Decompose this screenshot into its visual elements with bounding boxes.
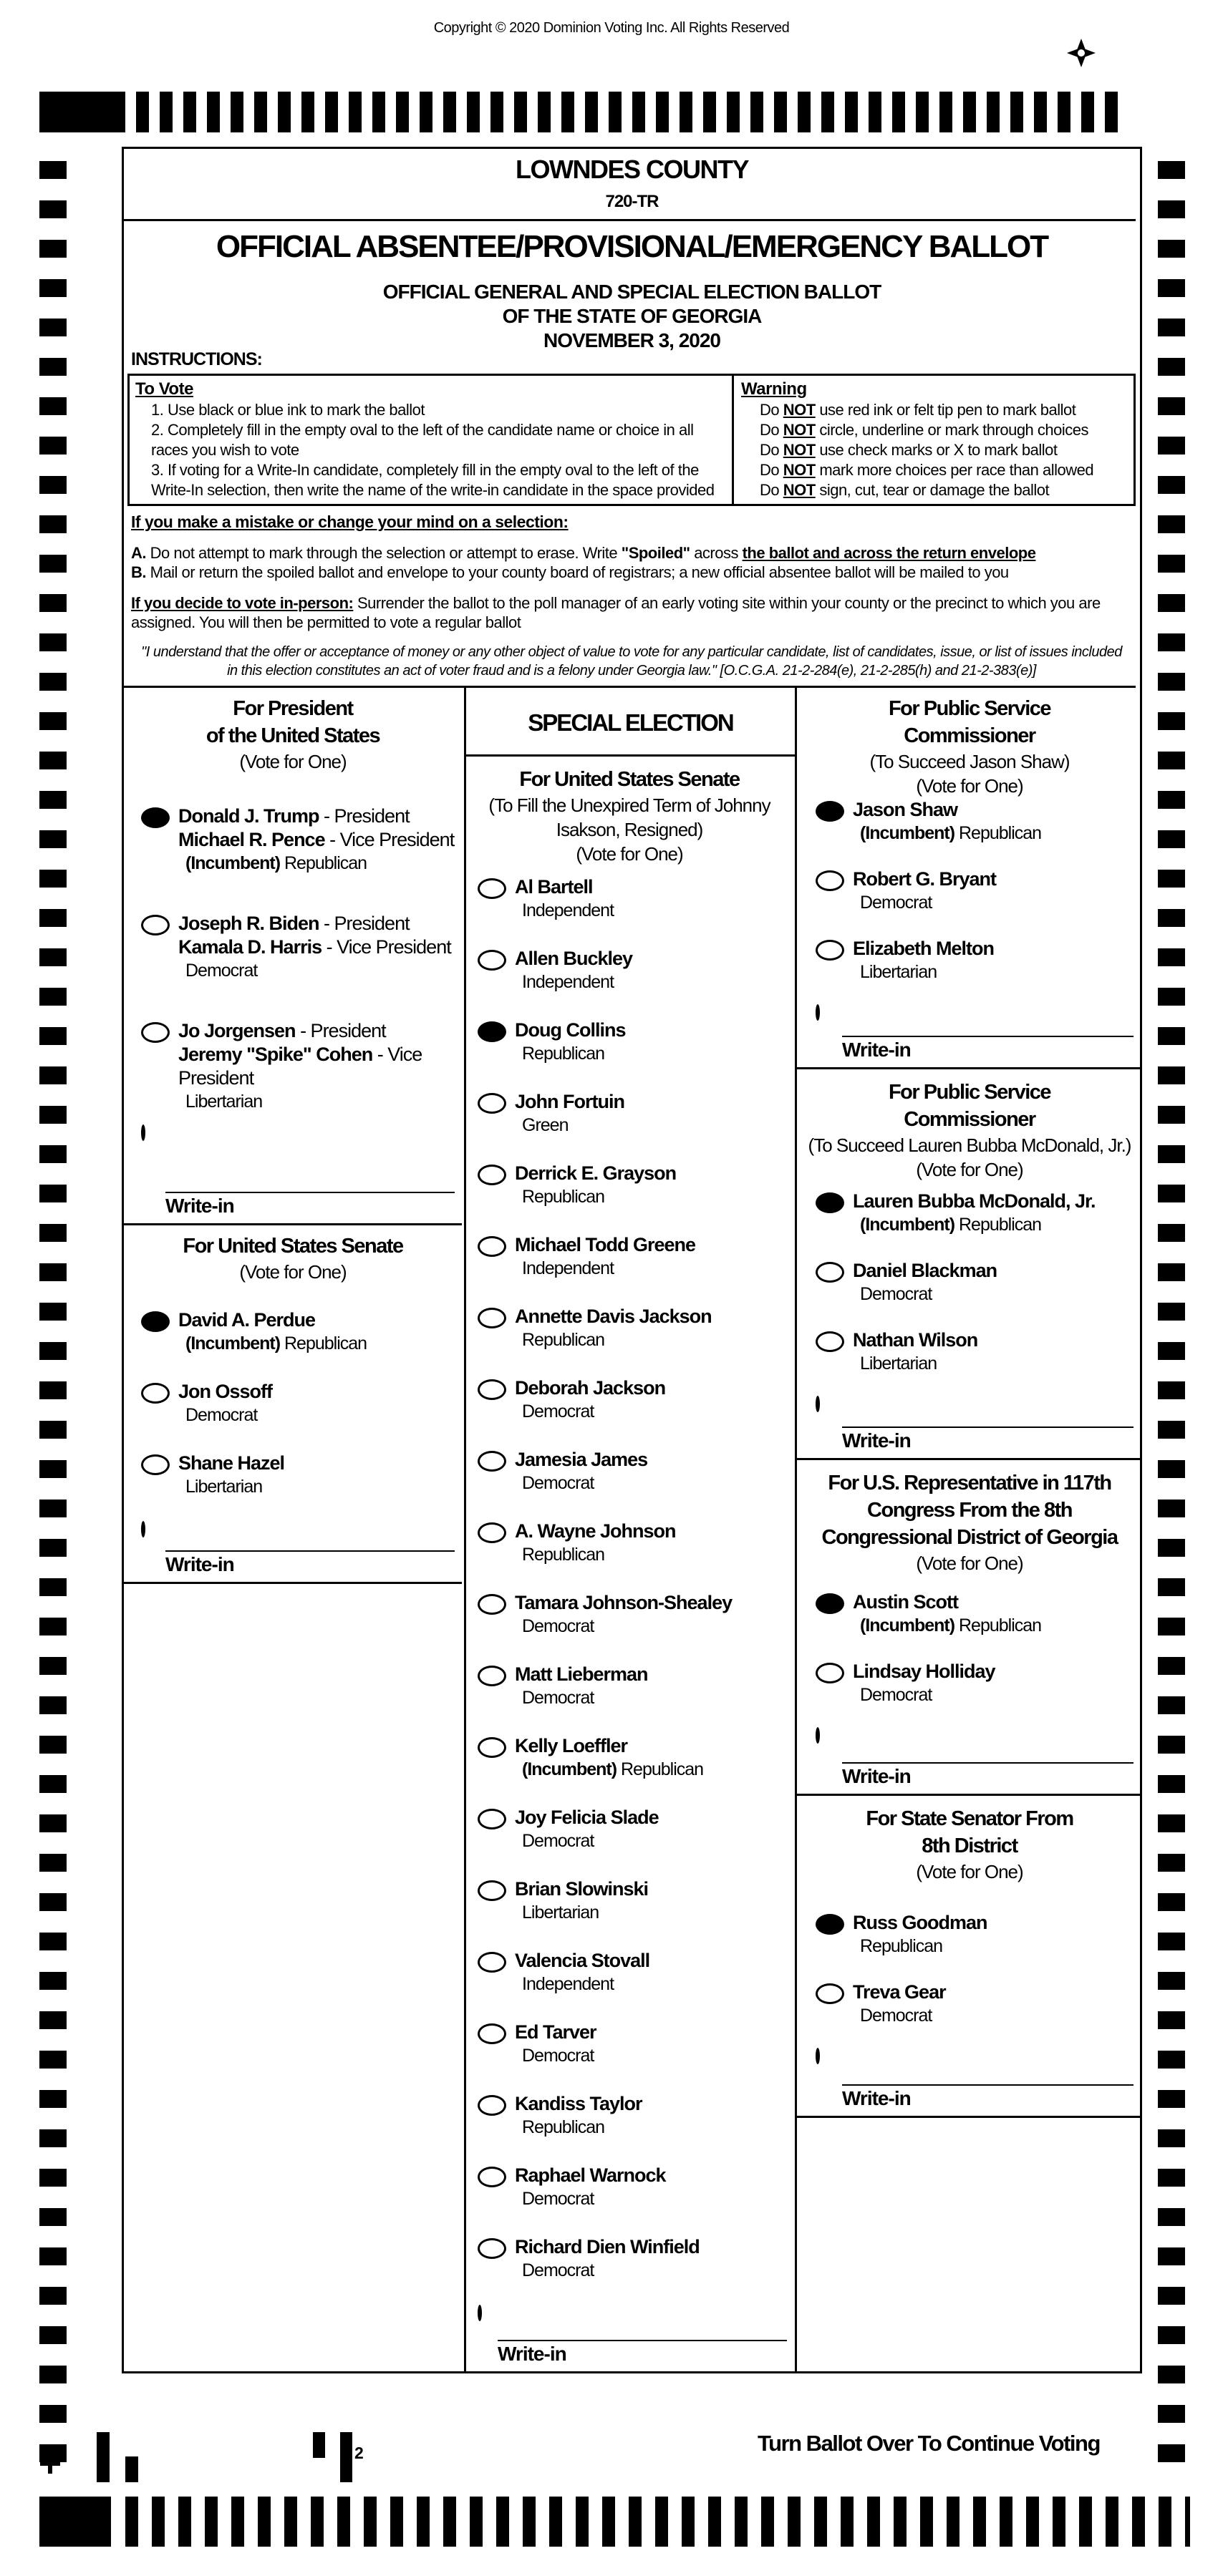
- ballot-oval[interactable]: [141, 1454, 170, 1475]
- ballot-oval[interactable]: [478, 1522, 506, 1543]
- ballot-oval[interactable]: [816, 1727, 820, 1744]
- contest-title: Commissioner: [904, 1108, 1035, 1131]
- candidate-text: Deborah Jackson Democrat: [515, 1377, 666, 1421]
- candidate-text: Robert G. Bryant Democrat: [853, 868, 997, 913]
- contest-psc-mcdonald: [797, 1071, 1142, 1460]
- ballot-oval[interactable]: [478, 1666, 506, 1686]
- ballot-oval[interactable]: [478, 1809, 506, 1829]
- mistake-step-b: B. Mail or return the spoiled ballot and envelope to your county board of registrars; a new official absentee ballot will be mailed to you: [131, 563, 1009, 581]
- contest-title: Congress From the 8th: [867, 1499, 1072, 1522]
- candidate-list: [797, 798, 1142, 1006]
- candidate-text: Annette Davis Jackson Republican: [515, 1306, 712, 1350]
- mistake-step-a: A. Do not attempt to mark through the selection or attempt to erase. Write "Spoiled" across the ballot and across the return envelope: [131, 544, 1036, 562]
- contest-vote-for: (Vote for One): [239, 751, 347, 772]
- mistake-heading: If you make a mistake or change your mind on a selection:: [131, 512, 569, 531]
- timing-marks-bottom-row: [125, 2497, 1190, 2547]
- contest-vote-for: (Vote for One): [916, 1552, 1023, 1574]
- candidate-row: [797, 1590, 1142, 1660]
- candidate-text: Kelly Loeffler (Incumbent) Republican: [515, 1735, 704, 1779]
- ballot-oval[interactable]: [478, 1451, 506, 1472]
- write-in-area: [842, 1426, 1133, 1452]
- write-in-area: [165, 1550, 455, 1576]
- candidate-row: [797, 1660, 1142, 1729]
- voter-fraud-oath: "I understand that the offer or acceptance of money or any other object of value to vote for any particular candidate, list of candidates, issue, or list of issues included in this election constitutes an act of voter fraud and is a felony under Georgia law." [O.C.G.A. 21-2-284(e), 21-2-285(h) and 21-2-383(e)]: [141, 644, 1122, 679]
- write-in-area: [498, 2340, 787, 2366]
- candidate-text: Joy Felicia Slade Democrat: [515, 1807, 659, 1851]
- ballot-oval[interactable]: [478, 2023, 506, 2044]
- contest-subtitle: Isakson, Resigned): [556, 819, 703, 840]
- write-in-area: [842, 1036, 1133, 1061]
- candidate-row: [466, 1949, 793, 2021]
- contest-vote-for: (Vote for One): [916, 1861, 1023, 1882]
- candidate-row: [466, 1806, 793, 1877]
- ballot-oval[interactable]: [478, 2095, 506, 2116]
- candidate-row: [797, 1259, 1142, 1328]
- write-in-label: Write-in: [842, 1039, 911, 1061]
- ballot-oval[interactable]: [816, 1914, 844, 1935]
- ballot-oval[interactable]: [141, 1383, 170, 1404]
- write-in-area: [842, 2084, 1133, 2110]
- candidate-row: [797, 937, 1142, 1006]
- candidate-row: [124, 1452, 462, 1523]
- blank-choice-row: [797, 1729, 1142, 1742]
- candidate-list: [797, 1590, 1142, 1729]
- election-title-line2: OF THE STATE OF GEORGIA: [502, 305, 762, 327]
- write-in-area: [842, 1762, 1133, 1788]
- ballot-oval[interactable]: [141, 915, 170, 935]
- candidate-row: [466, 1305, 793, 1376]
- candidate-text: Donald J. Trump - President Michael R. Pence - Vice President (Incumbent) Republican: [178, 805, 455, 873]
- contest-title: For United States Senate: [519, 768, 740, 791]
- write-in-line[interactable]: [842, 2084, 1133, 2086]
- warning-panel: [732, 376, 1133, 504]
- write-in-line[interactable]: [498, 2340, 787, 2341]
- candidate-text: Lindsay Holliday Democrat: [853, 1661, 995, 1705]
- footer-code-bar: [313, 2432, 325, 2458]
- header-divider: [124, 219, 1136, 221]
- candidate-text: Raphael Warnock Democrat: [515, 2164, 666, 2209]
- candidate-text: Treva Gear Democrat: [853, 1981, 946, 2026]
- write-in-line[interactable]: [165, 1192, 455, 1193]
- candidate-row: [124, 912, 462, 1019]
- candidate-text: Valencia Stovall Independent: [515, 1950, 650, 1994]
- candidate-row: [797, 1980, 1142, 2050]
- candidate-text: David A. Perdue (Incumbent) Republican: [178, 1309, 367, 1353]
- ballot-oval[interactable]: [816, 1331, 844, 1352]
- blank-choice-row: [466, 2307, 793, 2320]
- timing-mark-corner-bottom-left: [39, 2497, 111, 2547]
- write-in-line[interactable]: [842, 1036, 1133, 1037]
- footer-code-bar: [97, 2432, 110, 2482]
- contest-vote-for: (Vote for One): [916, 1159, 1023, 1180]
- contest-title: For United States Senate: [183, 1235, 403, 1258]
- election-title-line1: OFFICIAL GENERAL AND SPECIAL ELECTION BALLOT: [382, 281, 881, 303]
- candidate-row: [466, 1877, 793, 1949]
- candidate-text: Jason Shaw (Incumbent) Republican: [853, 799, 1042, 843]
- contest-title: of the United States: [206, 724, 380, 747]
- contest-title: 8th District: [922, 1834, 1017, 1857]
- timing-mark-corner-top-left: [39, 92, 125, 132]
- vote-in-person-note: If you decide to vote in-person: Surrender the ballot to the poll manager of an early voting site within your county or the precinct to which you are assigned. You will then be permitted to vote a regular ballot: [131, 594, 1101, 631]
- candidate-row: [124, 1380, 462, 1452]
- to-vote-item: 1. Use black or blue ink to mark the ballot: [151, 401, 425, 419]
- blank-choice-row: [797, 1006, 1142, 1019]
- contest-us-senate: [124, 1225, 462, 1584]
- county-title: LOWNDES COUNTY: [516, 155, 748, 184]
- candidate-text: Matt Lieberman Democrat: [515, 1663, 648, 1708]
- ballot-oval[interactable]: [478, 2305, 482, 2321]
- candidate-text: Brian Slowinski Libertarian: [515, 1878, 649, 1923]
- warning-item: Do NOT mark more choices per race than allowed: [760, 461, 1094, 479]
- contest-vote-for: (Vote for One): [576, 843, 683, 865]
- ballot-oval[interactable]: [816, 1663, 844, 1683]
- contest-title: Congressional District of Georgia: [821, 1526, 1118, 1549]
- to-vote-heading: To Vote: [135, 379, 193, 399]
- ballot-oval[interactable]: [478, 950, 506, 971]
- candidate-list: [124, 1308, 462, 1523]
- ballot-oval[interactable]: [478, 878, 506, 899]
- candidate-row: [797, 798, 1142, 867]
- ballot-oval[interactable]: [141, 1124, 145, 1141]
- candidate-row: [466, 1663, 793, 1734]
- candidate-list: [797, 1190, 1142, 1398]
- contest-subtitle: (To Succeed Jason Shaw): [869, 751, 1070, 772]
- warning-item: Do NOT use red ink or felt tip pen to mark ballot: [760, 401, 1076, 419]
- candidate-text: Joseph R. Biden - President Kamala D. Harris - Vice President Democrat: [178, 913, 451, 981]
- candidate-row: [797, 1328, 1142, 1398]
- ballot-oval[interactable]: [816, 870, 844, 891]
- candidate-list: [797, 1911, 1142, 2050]
- write-in-label: Write-in: [165, 1553, 234, 1575]
- candidate-row: [466, 1520, 793, 1591]
- candidate-text: Nathan Wilson Libertarian: [853, 1329, 978, 1374]
- ballot-oval[interactable]: [478, 1594, 506, 1615]
- blank-choice-row: [124, 1523, 462, 1536]
- ballot-oval[interactable]: [816, 1192, 844, 1213]
- candidate-row: [124, 1019, 462, 1127]
- contest-title: For President: [233, 697, 353, 720]
- candidate-row: [466, 2164, 793, 2235]
- ballot-oval[interactable]: [478, 2167, 506, 2187]
- candidate-text: Lauren Bubba McDonald, Jr. (Incumbent) Republican: [853, 1190, 1096, 1235]
- contest-vote-for: (Vote for One): [239, 1261, 347, 1283]
- ballot-oval[interactable]: [141, 1521, 145, 1537]
- ballot-oval[interactable]: [141, 1311, 170, 1332]
- candidate-text: A. Wayne Johnson Republican: [515, 1520, 676, 1565]
- footer-code-bar: [340, 2432, 352, 2482]
- contest-title: For State Senator From: [866, 1807, 1073, 1830]
- to-vote-item: 2. Completely fill in the empty oval to the left of the candidate name or choice in all races you wish to vote: [151, 421, 694, 459]
- ballot-oval[interactable]: [816, 1593, 844, 1614]
- ballot-oval[interactable]: [816, 940, 844, 961]
- contest-us-senate-special: [466, 759, 793, 2371]
- special-election-title: SPECIAL ELECTION: [528, 709, 733, 736]
- candidate-row: [466, 1448, 793, 1520]
- contest-title: For Public Service: [888, 697, 1051, 720]
- election-date: NOVEMBER 3, 2020: [543, 329, 720, 351]
- warning-item: Do NOT circle, underline or mark through choices: [760, 421, 1088, 439]
- contest-title: Commissioner: [904, 724, 1035, 747]
- ballot-oval[interactable]: [478, 1379, 506, 1400]
- warning-heading: Warning: [741, 379, 807, 399]
- timing-marks-right-column: [1158, 161, 1185, 2480]
- contest-president: [124, 688, 462, 1225]
- to-vote-list: [135, 400, 725, 500]
- candidate-text: Russ Goodman Republican: [853, 1912, 987, 1956]
- candidate-text: Al Bartell Independent: [515, 876, 614, 920]
- ballot-oval[interactable]: [816, 1262, 844, 1283]
- write-in-label: Write-in: [165, 1195, 234, 1217]
- write-in-label: Write-in: [842, 2087, 911, 2109]
- contest-vote-for: (Vote for One): [916, 775, 1023, 797]
- timing-marks-left-column: [39, 161, 67, 2480]
- candidate-text: Jamesia James Democrat: [515, 1449, 648, 1493]
- contest-us-rep-8th: [797, 1462, 1142, 1796]
- blank-choice-row: [797, 1398, 1142, 1411]
- instructions-label: INSTRUCTIONS:: [131, 349, 262, 369]
- ballot-oval[interactable]: [816, 801, 844, 822]
- candidate-text: Tamara Johnson-Shealey Democrat: [515, 1592, 733, 1636]
- candidate-text: Shane Hazel Libertarian: [178, 1452, 285, 1497]
- write-in-line[interactable]: [165, 1550, 455, 1552]
- warning-list: [741, 400, 1128, 500]
- ballot-oval[interactable]: [478, 1952, 506, 1973]
- candidate-row: [466, 947, 793, 1019]
- ballot-oval[interactable]: [141, 1022, 170, 1043]
- ballot-oval[interactable]: [141, 807, 170, 828]
- candidate-text: John Fortuin Green: [515, 1091, 624, 1135]
- candidate-row: [466, 2092, 793, 2164]
- write-in-line[interactable]: [842, 1762, 1133, 1764]
- candidate-row: [466, 1162, 793, 1233]
- candidate-text: Austin Scott (Incumbent) Republican: [853, 1591, 1042, 1635]
- candidate-text: Daniel Blackman Democrat: [853, 1260, 997, 1304]
- ballot-oval[interactable]: [478, 1236, 506, 1257]
- ballot-oval[interactable]: [816, 1004, 820, 1021]
- candidate-row: [466, 1090, 793, 1162]
- candidate-text: Jon Ossoff Democrat: [178, 1381, 273, 1425]
- candidate-row: [466, 1591, 793, 1663]
- blank-choice-row: [124, 1127, 462, 1139]
- ballot-oval[interactable]: [478, 1093, 506, 1114]
- warning-item: Do NOT use check marks or X to mark ballot: [760, 441, 1058, 459]
- candidate-row: [466, 1376, 793, 1448]
- ballot-oval[interactable]: [478, 1021, 506, 1042]
- candidate-row: [466, 1734, 793, 1806]
- warning-item: Do NOT sign, cut, tear or damage the ballot: [760, 481, 1050, 499]
- candidate-text: Kandiss Taylor Republican: [515, 2093, 642, 2137]
- blank-choice-row: [797, 2050, 1142, 2063]
- candidate-row: [797, 1190, 1142, 1259]
- candidate-list: [466, 875, 793, 2307]
- candidate-row: [466, 2021, 793, 2092]
- sheet-number: 2: [354, 2444, 364, 2462]
- to-vote-item: 3. If voting for a Write-In candidate, completely fill in the empty oval to the left of the Write-In selection, then write the name of the write-in candidate in the space provided: [151, 461, 715, 499]
- candidate-text: Richard Dien Winfield Democrat: [515, 2236, 700, 2280]
- ballot-oval[interactable]: [478, 1880, 506, 1901]
- ballot-oval[interactable]: [816, 2048, 820, 2064]
- timing-marks-top-row: [136, 92, 1121, 132]
- special-election-banner: [466, 688, 795, 757]
- candidate-text: Jo Jorgensen - President Jeremy "Spike" Cohen - Vice President Libertarian: [178, 1020, 422, 1112]
- write-in-label: Write-in: [498, 2343, 566, 2365]
- ballot-oval[interactable]: [478, 1165, 506, 1185]
- candidate-row: [124, 805, 462, 912]
- write-in-label: Write-in: [842, 1429, 911, 1452]
- contest-state-senator-8th: [797, 1798, 1142, 2118]
- footer-code-bar: [125, 2456, 138, 2482]
- candidate-row: [797, 1911, 1142, 1980]
- copyright-line: Copyright © 2020 Dominion Voting Inc. All Rights Reserved: [433, 20, 790, 36]
- candidate-list: [124, 805, 462, 1127]
- candidate-text: Derrick E. Grayson Republican: [515, 1162, 677, 1207]
- ballot-oval[interactable]: [478, 1308, 506, 1328]
- candidate-row: [466, 1019, 793, 1090]
- candidate-text: Michael Todd Greene Independent: [515, 1234, 696, 1278]
- candidate-row: [466, 2235, 793, 2307]
- turn-ballot-over-note: Turn Ballot Over To Continue Voting: [758, 2431, 1100, 2456]
- write-in-label: Write-in: [842, 1765, 911, 1787]
- precinct-code: 720-TR: [605, 192, 659, 211]
- registration-target-icon: [1065, 37, 1097, 69]
- mistake-instructions: [131, 512, 1133, 632]
- to-vote-panel: [130, 376, 732, 504]
- instructions-box: [127, 374, 1136, 506]
- candidate-row: [466, 875, 793, 947]
- candidate-text: Ed Tarver Democrat: [515, 2021, 596, 2066]
- contest-title: For Public Service: [888, 1081, 1051, 1104]
- candidate-row: [124, 1308, 462, 1380]
- plus-registration-mark: [40, 2454, 60, 2474]
- ballot-oval[interactable]: [816, 1396, 820, 1412]
- candidate-text: Allen Buckley Independent: [515, 948, 633, 992]
- contest-subtitle: (To Fill the Unexpired Term of Johnny: [488, 794, 770, 816]
- candidate-row: [797, 867, 1142, 937]
- ballot-oval[interactable]: [816, 1983, 844, 2004]
- candidate-text: Elizabeth Melton Libertarian: [853, 938, 995, 982]
- contest-subtitle: (To Succeed Lauren Bubba McDonald, Jr.): [808, 1134, 1131, 1156]
- ballot-oval[interactable]: [478, 1737, 506, 1758]
- write-in-line[interactable]: [842, 1426, 1133, 1428]
- candidate-row: [466, 1233, 793, 1305]
- ballot-oval[interactable]: [478, 2238, 506, 2259]
- ballot-type-title: OFFICIAL ABSENTEE/PROVISIONAL/EMERGENCY BALLOT: [216, 229, 1048, 264]
- contest-title: For U.S. Representative in 117th: [828, 1472, 1111, 1494]
- contest-psc-shaw: [797, 688, 1142, 1069]
- candidate-text: Doug Collins Republican: [515, 1019, 626, 1064]
- write-in-area: [165, 1192, 455, 1217]
